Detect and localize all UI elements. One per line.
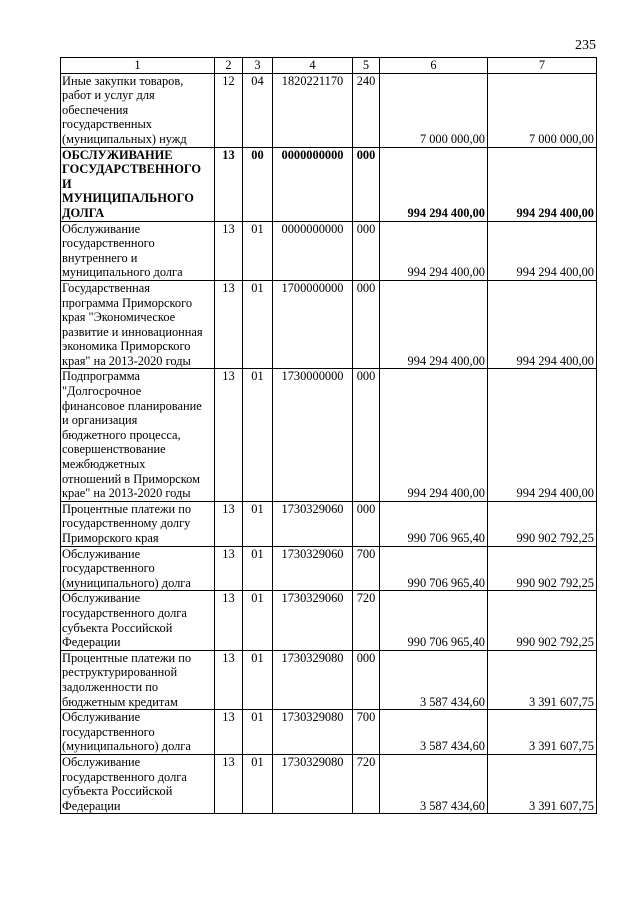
column-header: 1 <box>61 58 215 74</box>
amount-cell: 990 902 792,25 <box>488 591 597 650</box>
target-article-cell: 0000000000 <box>273 147 353 221</box>
target-article-cell: 0000000000 <box>273 221 353 280</box>
section-code-cell: 13 <box>215 369 243 501</box>
target-article-cell: 1820221170 <box>273 73 353 147</box>
column-header: 6 <box>380 58 488 74</box>
amount-cell: 994 294 400,00 <box>380 221 488 280</box>
expense-type-cell: 000 <box>353 369 380 501</box>
subsection-code-cell: 01 <box>243 650 273 709</box>
row-name-cell: Обслуживание государственного (муниципального) долга <box>61 710 215 755</box>
row-name-cell: Подпрограмма "Долгосрочное финансовое планирование и организация бюджетного процесса, совершенствование межбюджетных отношений в Приморском крае" на 2013-2020 годы <box>61 369 215 501</box>
amount-cell: 3 391 607,75 <box>488 650 597 709</box>
amount-cell: 994 294 400,00 <box>488 221 597 280</box>
table-body <box>61 73 597 814</box>
row-name-cell: Процентные платежи по государственному долгу Приморского края <box>61 501 215 546</box>
amount-cell: 3 587 434,60 <box>380 650 488 709</box>
section-code-cell: 13 <box>215 650 243 709</box>
table-row <box>61 591 597 650</box>
amount-cell: 3 391 607,75 <box>488 754 597 813</box>
target-article-cell: 1700000000 <box>273 280 353 369</box>
amount-cell: 3 587 434,60 <box>380 754 488 813</box>
table-row <box>61 546 597 591</box>
amount-cell: 990 706 965,40 <box>380 501 488 546</box>
target-article-cell: 1730329080 <box>273 710 353 755</box>
row-name-cell: Процентные платежи по реструктурированной задолженности по бюджетным кредитам <box>61 650 215 709</box>
row-name-cell: Иные закупки товаров, работ и услуг для обеспечения государственных (муниципальных) нужд <box>61 73 215 147</box>
table-row <box>61 710 597 755</box>
amount-cell: 990 706 965,40 <box>380 591 488 650</box>
table-row <box>61 73 597 147</box>
target-article-cell: 1730329080 <box>273 754 353 813</box>
column-header: 4 <box>273 58 353 74</box>
amount-cell: 994 294 400,00 <box>380 147 488 221</box>
row-name-cell: Обслуживание государственного долга субъекта Российской Федерации <box>61 591 215 650</box>
amount-cell: 7 000 000,00 <box>380 73 488 147</box>
target-article-cell: 1730329080 <box>273 650 353 709</box>
section-code-cell: 13 <box>215 754 243 813</box>
page-number: 235 <box>575 38 596 53</box>
subsection-code-cell: 01 <box>243 710 273 755</box>
row-name-cell: Обслуживание государственного (муниципального) долга <box>61 546 215 591</box>
row-name-cell: ОБСЛУЖИВАНИЕ ГОСУДАРСТВЕННОГО И МУНИЦИПАЛЬНОГО ДОЛГА <box>61 147 215 221</box>
section-code-cell: 13 <box>215 546 243 591</box>
target-article-cell: 1730329060 <box>273 501 353 546</box>
amount-cell: 994 294 400,00 <box>488 369 597 501</box>
row-name-cell: Обслуживание государственного внутреннего и муниципального долга <box>61 221 215 280</box>
expense-type-cell: 720 <box>353 754 380 813</box>
amount-cell: 994 294 400,00 <box>380 280 488 369</box>
section-code-cell: 13 <box>215 221 243 280</box>
section-code-cell: 12 <box>215 73 243 147</box>
subsection-code-cell: 01 <box>243 221 273 280</box>
expense-type-cell: 000 <box>353 650 380 709</box>
table-header-row <box>61 58 597 74</box>
section-code-cell: 13 <box>215 147 243 221</box>
amount-cell: 3 587 434,60 <box>380 710 488 755</box>
column-header: 3 <box>243 58 273 74</box>
expense-type-cell: 720 <box>353 591 380 650</box>
amount-cell: 990 902 792,25 <box>488 546 597 591</box>
table-row <box>61 221 597 280</box>
column-header: 5 <box>353 58 380 74</box>
expense-type-cell: 000 <box>353 501 380 546</box>
amount-cell: 7 000 000,00 <box>488 73 597 147</box>
row-name-cell: Обслуживание государственного долга субъекта Российской Федерации <box>61 754 215 813</box>
expense-type-cell: 700 <box>353 546 380 591</box>
expense-type-cell: 000 <box>353 280 380 369</box>
subsection-code-cell: 04 <box>243 73 273 147</box>
section-code-cell: 13 <box>215 501 243 546</box>
expense-type-cell: 000 <box>353 147 380 221</box>
target-article-cell: 1730000000 <box>273 369 353 501</box>
budget-table <box>60 57 597 814</box>
amount-cell: 990 706 965,40 <box>380 546 488 591</box>
amount-cell: 3 391 607,75 <box>488 710 597 755</box>
subsection-code-cell: 01 <box>243 591 273 650</box>
table-row <box>61 369 597 501</box>
subsection-code-cell: 01 <box>243 754 273 813</box>
table-row <box>61 501 597 546</box>
table-row <box>61 147 597 221</box>
section-code-cell: 13 <box>215 591 243 650</box>
row-name-cell: Государственная программа Приморского края "Экономическое развитие и инновационная экономика Приморского края" на 2013-2020 годы <box>61 280 215 369</box>
amount-cell: 994 294 400,00 <box>380 369 488 501</box>
amount-cell: 994 294 400,00 <box>488 147 597 221</box>
table-row <box>61 280 597 369</box>
subsection-code-cell: 01 <box>243 280 273 369</box>
subsection-code-cell: 01 <box>243 546 273 591</box>
column-header: 7 <box>488 58 597 74</box>
section-code-cell: 13 <box>215 280 243 369</box>
expense-type-cell: 000 <box>353 221 380 280</box>
target-article-cell: 1730329060 <box>273 546 353 591</box>
table-row <box>61 754 597 813</box>
subsection-code-cell: 01 <box>243 369 273 501</box>
expense-type-cell: 700 <box>353 710 380 755</box>
section-code-cell: 13 <box>215 710 243 755</box>
target-article-cell: 1730329060 <box>273 591 353 650</box>
table-row <box>61 650 597 709</box>
amount-cell: 990 902 792,25 <box>488 501 597 546</box>
subsection-code-cell: 01 <box>243 501 273 546</box>
column-header: 2 <box>215 58 243 74</box>
subsection-code-cell: 00 <box>243 147 273 221</box>
expense-type-cell: 240 <box>353 73 380 147</box>
amount-cell: 994 294 400,00 <box>488 280 597 369</box>
